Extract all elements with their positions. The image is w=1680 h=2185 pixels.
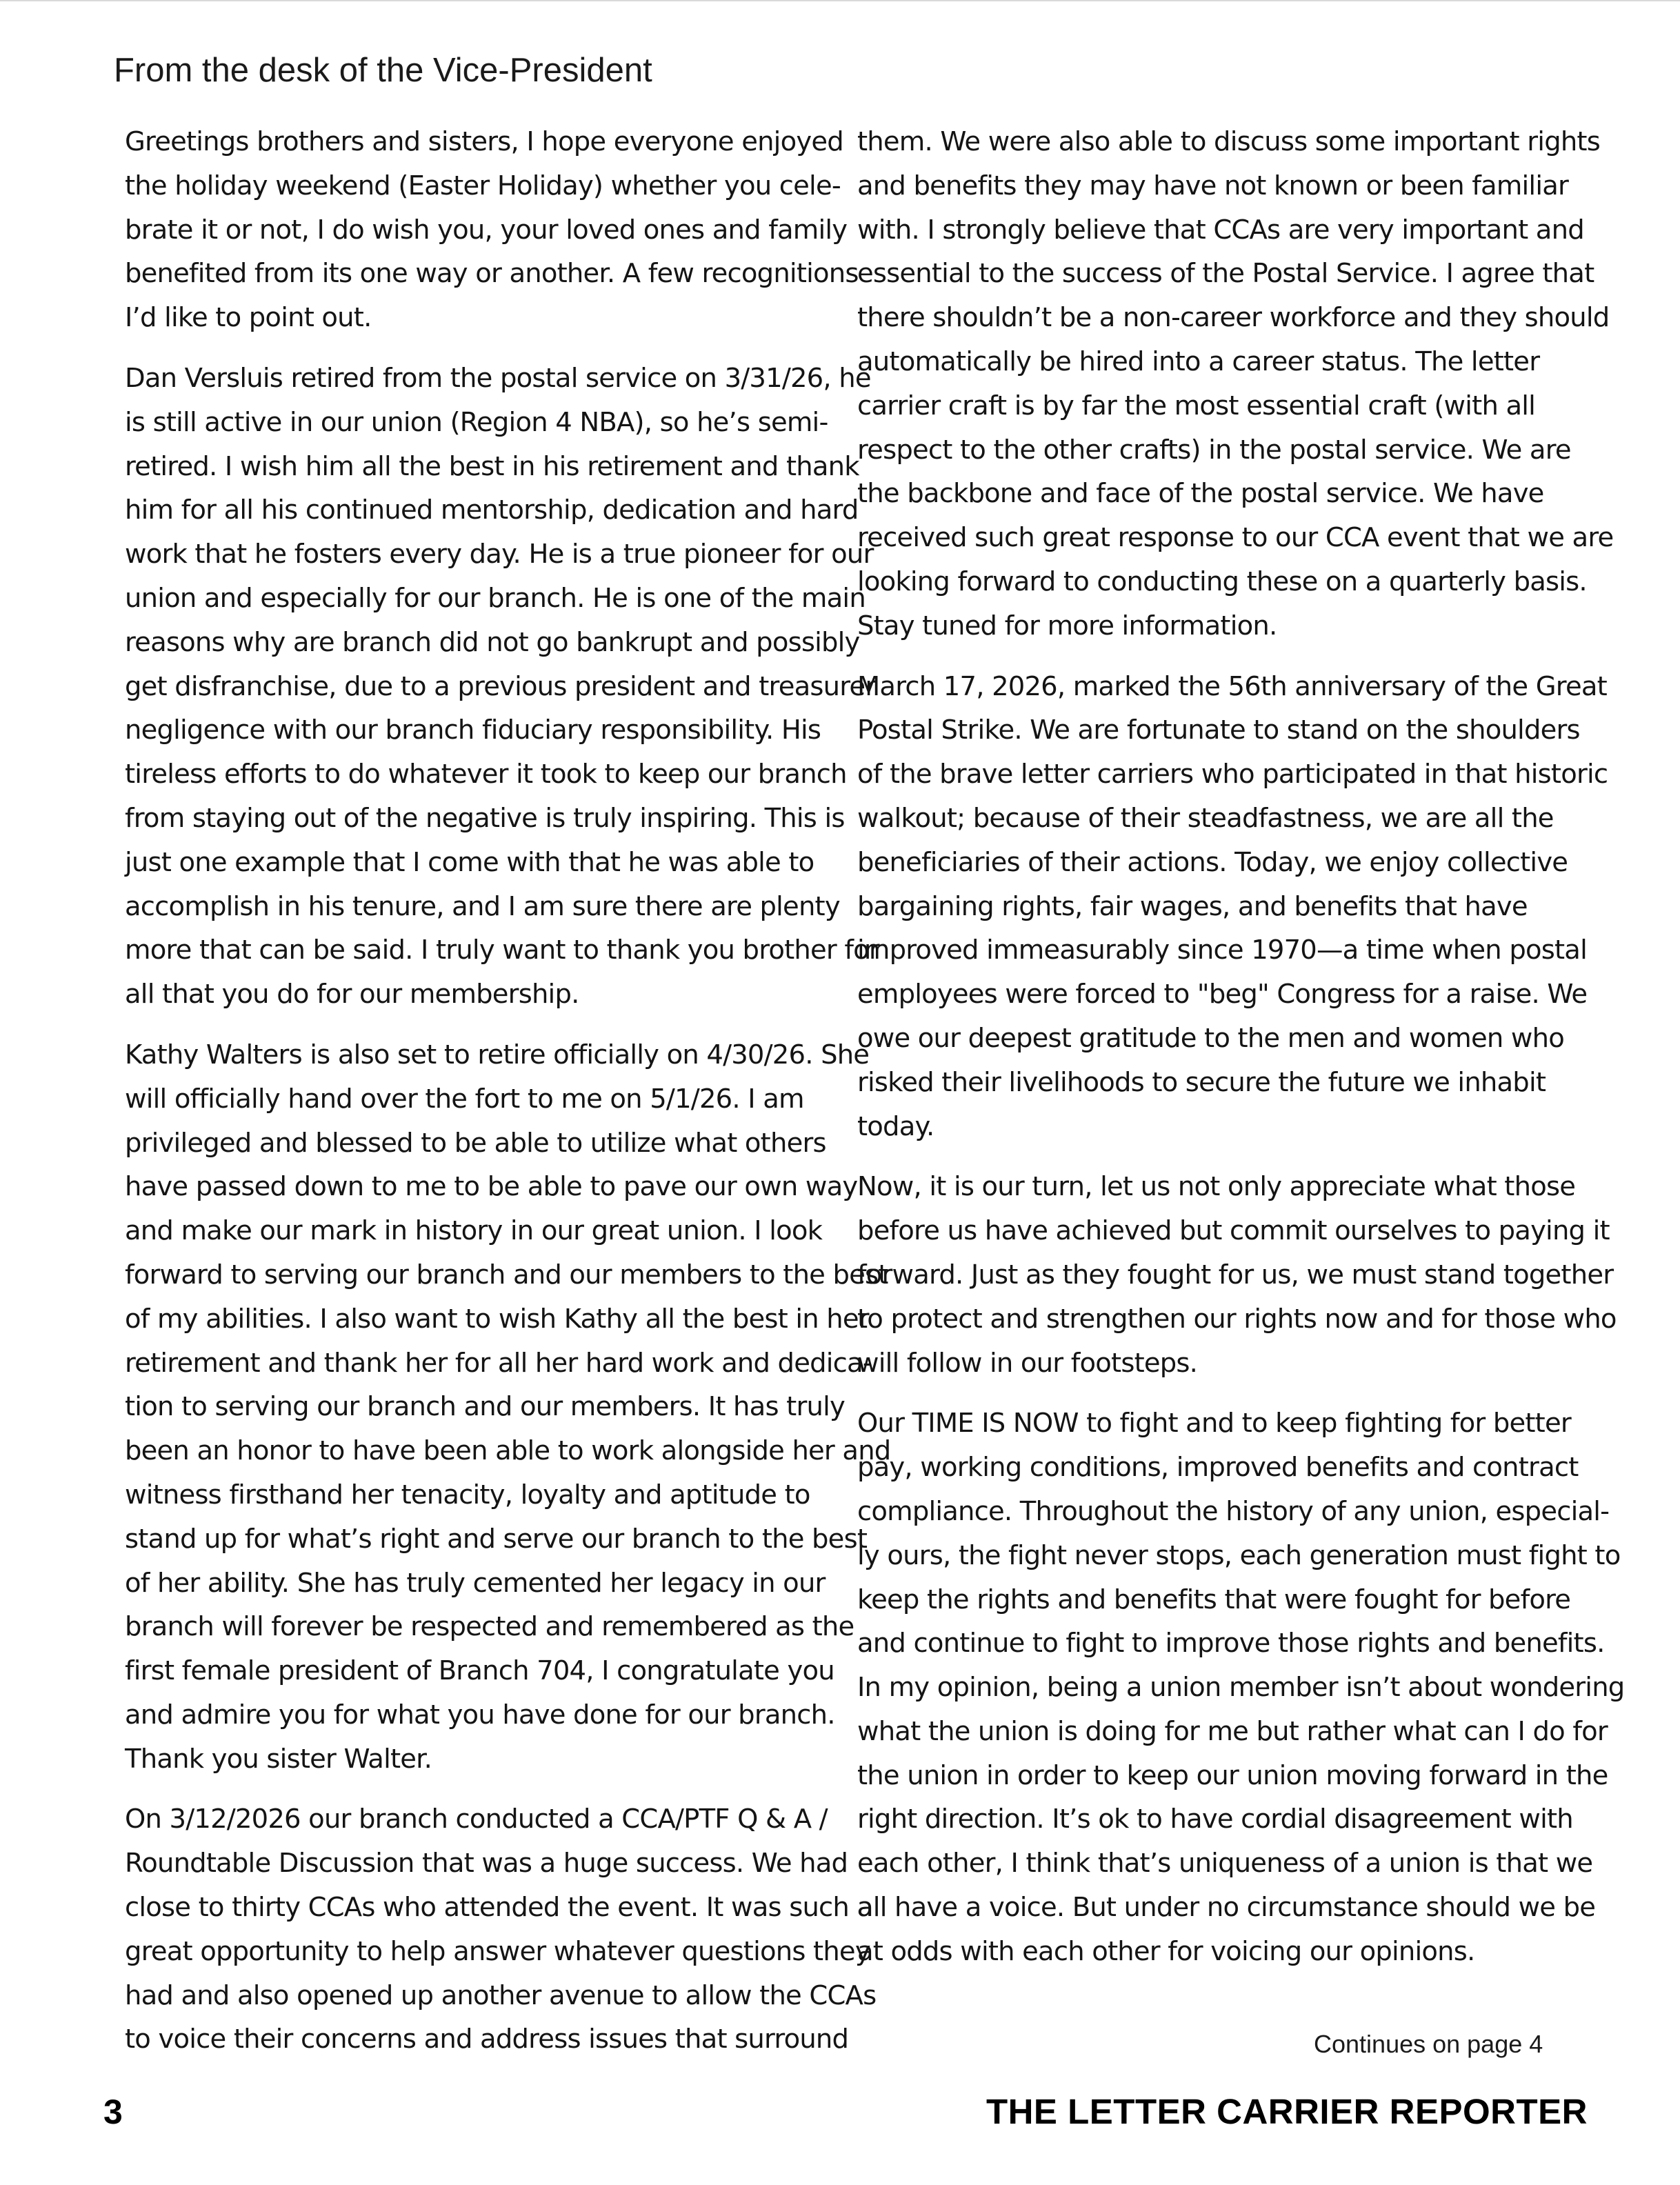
text-line: accomplish in his tenure, and I am sure there are plenty (125, 890, 840, 922)
text-line: improved immeasurably since 1970—a time when postal (857, 935, 1587, 966)
text-line: brate it or not, I do wish you, your loved ones and family (125, 214, 848, 246)
text-line: forward. Just as they fought for us, we must stand together (857, 1259, 1614, 1290)
text-line: all that you do for our membership. (125, 979, 579, 1010)
text-line: walkout; because of their steadfastness, we are all the (857, 802, 1554, 834)
text-line: each other, I think that’s uniqueness of a union is that we (857, 1848, 1593, 1879)
article-paragraph (857, 665, 1608, 1149)
text-line: pay, working conditions, improved benefits and contract (857, 1452, 1579, 1484)
text-line: reasons why are branch did not go bankrupt and possibly (125, 626, 860, 658)
right-column (857, 120, 1625, 1991)
article-paragraph (125, 357, 879, 1017)
text-line: benefited from its one way or another. A few recognitions (125, 258, 859, 290)
text-line: Roundtable Discussion that was a huge success. We had (125, 1848, 848, 1879)
text-line: branch will forever be respected and remembered as the (125, 1611, 854, 1643)
text-line: right direction. It’s ok to have cordial disagreement with (857, 1804, 1573, 1835)
publication-title: THE LETTER CARRIER REPORTER (986, 2092, 1588, 2131)
article-paragraph (857, 1401, 1625, 1973)
text-line: the union in order to keep our union moving forward in the (857, 1759, 1608, 1791)
text-line: union and especially for our branch. He is one of the main (125, 582, 866, 614)
text-line: retirement and thank her for all her hard work and dedica- (125, 1347, 872, 1379)
text-line: risked their livelihoods to secure the future we inhabit (857, 1066, 1546, 1098)
text-line: Now, it is our turn, let us not only appreciate what those (857, 1171, 1576, 1203)
text-line: and make our mark in history in our great union. I look (125, 1215, 823, 1247)
text-line: beneficiaries of their actions. Today, we enjoy collective (857, 846, 1568, 878)
text-line: keep the rights and benefits that were fought for before (857, 1584, 1571, 1615)
text-line: stand up for what’s right and serve our branch to the best (125, 1523, 868, 1555)
text-line: today. (857, 1110, 934, 1142)
text-line: the holiday weekend (Easter Holiday) whether you cele- (125, 170, 841, 201)
text-line: just one example that I come with that he was able to (125, 846, 814, 878)
text-line: and benefits they may have not known or been familiar (857, 170, 1569, 201)
text-line: work that he fosters every day. He is a true pioneer for our (125, 539, 874, 570)
text-line: Dan Versluis retired from the postal service on 3/31/26, he (125, 362, 871, 394)
text-line: of my abilities. I also want to wish Kathy all the best in her (125, 1303, 869, 1335)
text-line: get disfranchise, due to a previous president and treasurer (125, 670, 876, 702)
text-line: Thank you sister Walter. (125, 1743, 432, 1775)
text-line: and admire you for what you have done for our branch. (125, 1699, 835, 1730)
text-line: of her ability. She has truly cemented her legacy in our (125, 1567, 826, 1599)
text-line: at odds with each other for voicing our opinions. (857, 1935, 1475, 1967)
text-line: all have a voice. But under no circumstance should we be (857, 1892, 1596, 1924)
text-line: bargaining rights, fair wages, and benefits that have (857, 890, 1528, 922)
text-line: there shouldn’t be a non-career workforce and they should (857, 302, 1610, 334)
left-column (125, 120, 891, 2078)
text-line: close to thirty CCAs who attended the event. It was such a (125, 1892, 873, 1924)
text-line: Kathy Walters is also set to retire officially on 4/30/26. She (125, 1039, 870, 1070)
text-line: Stay tuned for more information. (857, 610, 1277, 641)
text-line: with. I strongly believe that CCAs are very important and (857, 214, 1584, 246)
page-title: From the desk of the Vice-President (114, 52, 652, 89)
text-line: Our TIME IS NOW to fight and to keep fighting for better (857, 1408, 1571, 1439)
text-line: have passed down to me to be able to pave our own way (125, 1171, 858, 1203)
text-line: I’d like to point out. (125, 302, 372, 334)
page-number: 3 (103, 2093, 123, 2131)
text-line: of the brave letter carriers who participated in that historic (857, 759, 1608, 790)
text-line: to protect and strengthen our rights now and for those who (857, 1303, 1617, 1335)
text-line: will officially hand over the fort to me on 5/1/26. I am (125, 1083, 804, 1115)
text-line: tireless efforts to do whatever it took to keep our branch (125, 759, 847, 790)
text-line: negligence with our branch fiduciary responsibility. His (125, 715, 821, 746)
text-line: what the union is doing for me but rather what can I do for (857, 1715, 1608, 1747)
article-paragraph (125, 1797, 877, 2062)
text-line: the backbone and face of the postal service. We have (857, 478, 1544, 510)
article-paragraph (125, 1033, 891, 1782)
text-line: essential to the success of the Postal Service. I agree that (857, 258, 1594, 290)
text-line: owe our deepest gratitude to the men and women who (857, 1022, 1564, 1054)
text-line: compliance. Throughout the history of any union, especial- (857, 1495, 1610, 1527)
top-rule (0, 0, 1680, 1)
text-line: ly ours, the fight never stops, each generation must fight to (857, 1539, 1621, 1571)
article-paragraph (857, 120, 1614, 648)
continues-note: Continues on page 4 (1314, 2030, 1543, 2058)
text-line: retired. I wish him all the best in his retirement and thank (125, 450, 859, 482)
text-line: Greetings brothers and sisters, I hope everyone enjoyed (125, 126, 843, 157)
text-line: to voice their concerns and address issues that surround (125, 2024, 849, 2055)
text-line: Postal Strike. We are fortunate to stand on the shoulders (857, 715, 1580, 746)
text-line: March 17, 2026, marked the 56th anniversary of the Great (857, 670, 1607, 702)
text-line: On 3/12/2026 our branch conducted a CCA/PTF Q & A / (125, 1804, 828, 1835)
text-line: In my opinion, being a union member isn’t about wondering (857, 1672, 1625, 1704)
text-line: before us have achieved but commit ourselves to paying it (857, 1215, 1610, 1247)
text-line: employees were forced to "beg" Congress for a raise. We (857, 979, 1588, 1010)
text-line: him for all his continued mentorship, dedication and hard (125, 495, 859, 526)
text-line: automatically be hired into a career status. The letter (857, 346, 1540, 377)
text-line: privileged and blessed to be able to utilize what others (125, 1127, 826, 1159)
text-line: more that can be said. I truly want to thank you brother for (125, 935, 879, 966)
text-line: tion to serving our branch and our members. It has truly (125, 1391, 845, 1423)
article-paragraph (125, 120, 870, 340)
text-line: witness firsthand her tenacity, loyalty and aptitude to (125, 1479, 810, 1510)
text-line: looking forward to conducting these on a quarterly basis. (857, 566, 1587, 597)
text-line: had and also opened up another avenue to allow the CCAs (125, 1979, 877, 2011)
text-line: respect to the other crafts) in the postal service. We are (857, 434, 1571, 466)
text-line: and continue to fight to improve those rights and benefits. (857, 1628, 1605, 1659)
text-line: from staying out of the negative is truly inspiring. This is (125, 802, 845, 834)
text-line: great opportunity to help answer whatever questions they (125, 1935, 870, 1967)
text-line: will follow in our footsteps. (857, 1347, 1198, 1379)
text-line: forward to serving our branch and our members to the best (125, 1259, 888, 1290)
text-line: them. We were also able to discuss some important rights (857, 126, 1600, 157)
text-line: is still active in our union (Region 4 NBA), so he’s semi- (125, 406, 828, 438)
text-line: first female president of Branch 704, I congratulate you (125, 1655, 834, 1687)
text-line: received such great response to our CCA event that we are (857, 522, 1614, 554)
article-paragraph (857, 1165, 1617, 1385)
text-line: carrier craft is by far the most essential craft (with all (857, 390, 1536, 421)
text-line: been an honor to have been able to work alongside her and (125, 1435, 891, 1467)
